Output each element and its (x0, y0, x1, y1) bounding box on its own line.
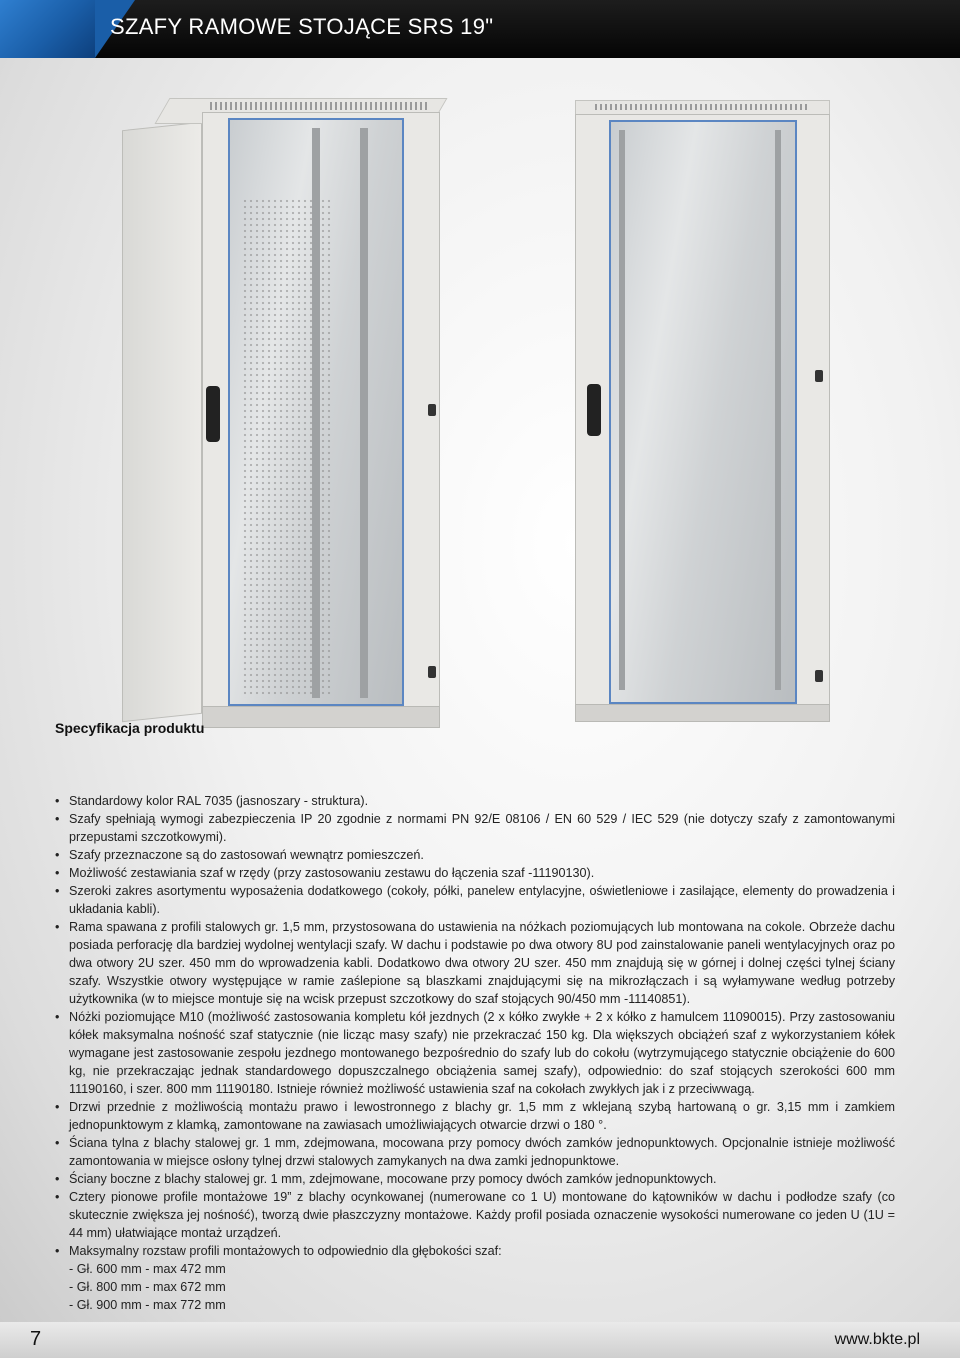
list-item: • Rama spawana z profili stalowych gr. 1,5 mm, przystosowana do ustawienia na nóżkach poziomujących lub montowana na cokole. Obrzeże dachu posiada perforację dla bardziej wydolnej wentylacji szafy. W dachu i podstawie po dwa otwory 8U pod zainstalowanie paneli wentylacyjnych oraz po dwa otwory 2U szer. 450 mm do wprowadzenia kabli. Dodatkowo dwa otwory 2U szer. 450 mm znajdują się w górnej i dolnej części tylnej ściany szafy. Wszystkie otwory występujące w ramie zaślepione są blaszkami znajdującymi się na mikrozłączach i są wyłamywane według potrzeby użytkownika (w to miejsce montuje się na wcisk przepust szczotkowy do szaf stojących 90/450 mm -11140851). (55, 918, 895, 1008)
door-glass (609, 120, 797, 704)
header-accent-shape (0, 0, 95, 58)
header-bar (0, 0, 960, 58)
mounting-rail (619, 130, 625, 690)
cabinet-plinth (575, 704, 830, 722)
list-item: • Standardowy kolor RAL 7035 (jasnoszary - struktura). (55, 792, 895, 810)
website-link[interactable]: www.bkte.pl (834, 1331, 920, 1348)
spec-list (55, 792, 895, 1314)
depth-line: - Gł. 600 mm - max 472 mm (69, 1262, 226, 1276)
cabinet-photo-right (575, 100, 830, 722)
list-item: • Szafy spełniają wymogi zabezpieczenia IP 20 zgodnie z normami PN 92/E 08106 / EN 60 529 / IEC 529 (nie dotyczy szafy z zamontowanymi przepustami szczotkowymi). (55, 810, 895, 846)
depth-line: - Gł. 800 mm - max 672 mm (69, 1280, 226, 1294)
list-item: • Szeroki zakres asortymentu wyposażenia dodatkowego (cokoły, półki, panelew entylacyjne, oświetleniowe i zasilające, elementy do prowadzenia i układania kabli). (55, 882, 895, 918)
list-item: • Możliwość zestawiania szaf w rzędy (przy zastosowaniu zestawu do łączenia szaf -11190130). (55, 864, 895, 882)
list-item: • Ściana tylna z blachy stalowej gr. 1 mm, zdejmowana, mocowana przy pomocy dwóch zamków jednopunktowych. Opcjonalnie istnieje możliwość zamontowania w miejsce osłony tylnej drzwi stalowych zamykanych na dwa zamki jednopunktowe. (55, 1134, 895, 1170)
list-item: • Szafy przeznaczone są do zastosowań wewnątrz pomieszczeń. (55, 846, 895, 864)
roof-vent (595, 104, 808, 110)
list-item: • Ściany boczne z blachy stalowej gr. 1 mm, zdejmowane, mocowane przy pomocy dwóch zamków jednopunktowych. (55, 1170, 895, 1188)
section-title: Specyfikacja produktu (55, 720, 205, 736)
mounting-rail (360, 128, 368, 698)
hinge-icon (428, 404, 436, 416)
hinge-icon (815, 670, 823, 682)
cabinet-plinth (202, 706, 440, 728)
hinge-icon (428, 666, 436, 678)
cabinet-side-panel (122, 122, 202, 722)
list-item: • Cztery pionowe profile montażowe 19” z blachy ocynkowanej (numerowane co 1 U) montowane do kątowników w dachu i podłodze szafy (co skutecznie zwiększa jej nośność), tworzą dwie płaszczyzny montażowe. Każdy profil posiada oznaczenie wysokości numerowane co jeden U (1U = 44 mm) ułatwiające montaż urządzeń. (55, 1188, 895, 1242)
footer-bar (0, 1322, 960, 1358)
roof-vent (210, 102, 430, 110)
hinge-icon (815, 370, 823, 382)
page-title: SZAFY RAMOWE STOJĄCE SRS 19" (110, 14, 494, 39)
page-number: 7 (30, 1328, 42, 1350)
depth-line: - Gł. 900 mm - max 772 mm (69, 1298, 226, 1312)
list-item: • Nóżki poziomujące M10 (możliwość zastosowania kompletu kół jezdnych (2 x kółko zwykłe + 2 x kółko z hamulcem 11090015). Przy zastosowaniu kółek maksymalna nośność szaf statycznie (nie licząc masy szafy) nie przekraczać 150 kg. Dla większych obciążeń szaf z wykorzystaniem kółek wymagane jest zastosowanie zespołu jezdnego montowanego bezpośrednio do szafy lub do cokołu (wytrzymującego statycznie obciążenie do 600 kg, nie przekraczając jednak standardowego dopuszczalnego obciążenia samej szafy), odpowiednio: do szaf stojących szerokości 600 mm 11190160, i szer. 800 mm 11190180. Istnieje również możliwość ustawienia szaf na cokołach zwykłych jak i z przeciwwagą. (55, 1008, 895, 1098)
depth-intro: • Maksymalny rozstaw profili montażowych to odpowiednio dla głębokości szaf: (69, 1244, 502, 1258)
list-item-depths (55, 1242, 895, 1314)
cabinet-photo-left (122, 98, 440, 728)
mounting-rail (775, 130, 781, 690)
door-handle-icon (587, 384, 601, 436)
list-item: • Drzwi przednie z możliwością montażu prawo i lewostronnego z blachy gr. 1,5 mm z wklejaną szybą hartowaną o gr. 3,15 mm i zamkiem jednopunktowym z klamką, zamontowane na zawiasach umożliwiających otwarcie drzwi o 180 °. (55, 1098, 895, 1134)
mounting-rail (312, 128, 320, 698)
door-handle-icon (206, 386, 220, 442)
